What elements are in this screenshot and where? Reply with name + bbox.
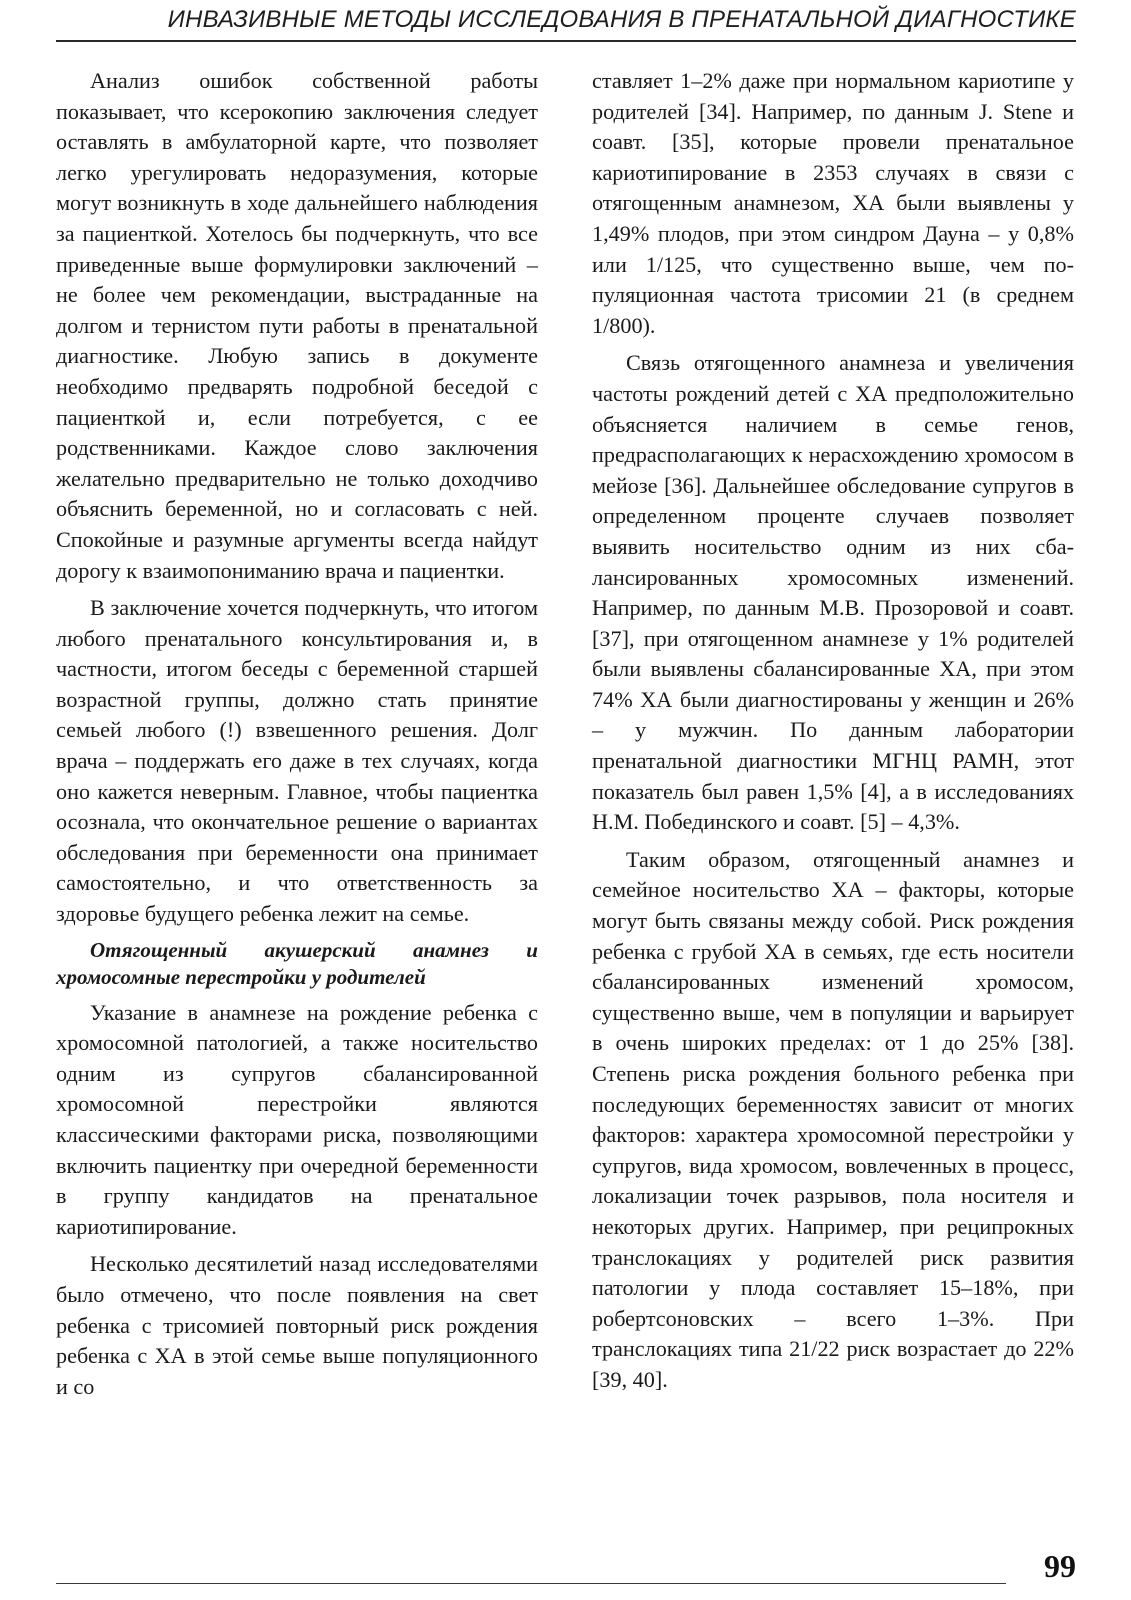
footer-rule bbox=[56, 1583, 1006, 1584]
paragraph: Несколько десятилетий назад исследователями было отмечено, что после появления на свет ребенка с трисомией повторный риск рождения ребенка с ХА в этой семье выше популяционного и со bbox=[56, 1251, 538, 1399]
section-heading: Отягощенный акушерский анамнез и хромосомные перестройки у родителей bbox=[56, 937, 538, 989]
paragraph: В заключение хочется подчеркнуть, что итогом любого пренатального консультирования и, в частности, итогом беседы с беременной старшей возрастной группы, должно стать принятие семьей любого (!) взвешенного решения. Долг врача – поддержать его даже в тех случаях, когда оно кажется неверным. Главное, чтобы пациентка осознала, что окончательное решение о вариантах обследования при беременности она принимает самостоятельно, и что ответственность за здоровье будущего ребенка лежит на семье. bbox=[56, 595, 538, 927]
paragraph: Таким образом, отягощенный анамнез и семейное носительство ХА – факторы, которые могут быть связаны между собой. Риск рождения ребенка с грубой ХА в семьях, где есть носители сбалансированных изменений хромосом, существенно выше, чем в популяции и варьирует в очень широких пределах: от 1 до 25% [38]. Степень риска рождения больного ребенка при последующих беременностях зависит от многих факторов: характера хромосомной перестройки у супругов, вида хромосом, вовлеченных в процесс, локализации точек разрывов, пола носителя и некоторых других. Например, при реципрокных транслокациях у родителей риск развития патологии у плода составляет 15–18%, при робертсоновских – всего 1–3%. При транслокациях типа 21/22 риск возрастает до 22% [39, 40]. bbox=[592, 846, 1074, 1392]
paragraph: Связь отягощенного анамнеза и увеличения частоты рождений детей с ХА предположительно объясняется наличием в семье генов, предрасполагающих к нерасхождению хромосом в мейозе [36]. Дальнейшее обследование супругов в определенном проценте случаев позволяет выявить носительство одним из них сбалансированных хромосомных изменений. Например, по данным М.В. Прозоровой и соавт. [37], при отягощенном анамнезе у 1% родителей были выявлены сбалансированные ХА, при этом 74% ХА были диагностированы у женщин и 26% – у мужчин. По данным лаборатории пренатальной диагностики МГНЦ РАМН, этот показатель был равен 1,5% [4], а в исследованиях Н.М. Побединского и соавт. [5] – 4,3%. bbox=[592, 350, 1074, 835]
paragraph: Указание в анамнезе на рождение ребенка с хромосомной патологией, а также носительство одним из супругов сбалансированной хромосомной перестройки являются классическими факторами риска, позволяющими включить пациентку при очередной беременности в группу кандидатов на пренатальное кариотипирование. bbox=[56, 999, 538, 1239]
left-column bbox=[56, 66, 538, 1402]
header-rule bbox=[56, 40, 1076, 42]
running-title: ИНВАЗИВНЫЕ МЕТОДЫ ИССЛЕДОВАНИЯ В ПРЕНАТАЛЬНОЙ ДИАГНОСТИКЕ bbox=[167, 6, 1076, 33]
page-number: 99 bbox=[1044, 1548, 1076, 1584]
paragraph: ставляет 1–2% даже при нормальном кариотипе у родителей [34]. Например, по данным J. Stene и соавт. [35], которые провели пренатальное кариотипирование в 2353 случаях в связи с отягощенным анамнезом, ХА были выявлены у 1,49% плодов, при этом синдром Дауна – у 0,8% или 1/125, что существенно выше, чем популяционная частота трисомии 21 (в среднем 1/800). bbox=[592, 68, 1074, 338]
right-column bbox=[592, 66, 1074, 1396]
paragraph: Анализ ошибок собственной работы показывает, что ксерокопию заключения следует оставлять в амбулаторной карте, что позволяет легко урегулировать недоразумения, которые могут возникнуть в ходе дальнейшего наблюдения за пациенткой. Хотелось бы подчеркнуть, что все приведенные выше формулировки заключений – не более чем рекомендации, выстраданные на долгом и тернистом пути работы в пренатальной диагностике. Любую запись в документе необходимо предварять подробной беседой с пациенткой и, если потребуется, с ее родственниками. Каждое слово заключения желательно предварительно не только доходчиво объяснить беременной, но и согласовать с ней. Спокойные и разумные аргументы всегда найдут дорогу к взаимопониманию врача и пациентки. bbox=[56, 68, 538, 583]
